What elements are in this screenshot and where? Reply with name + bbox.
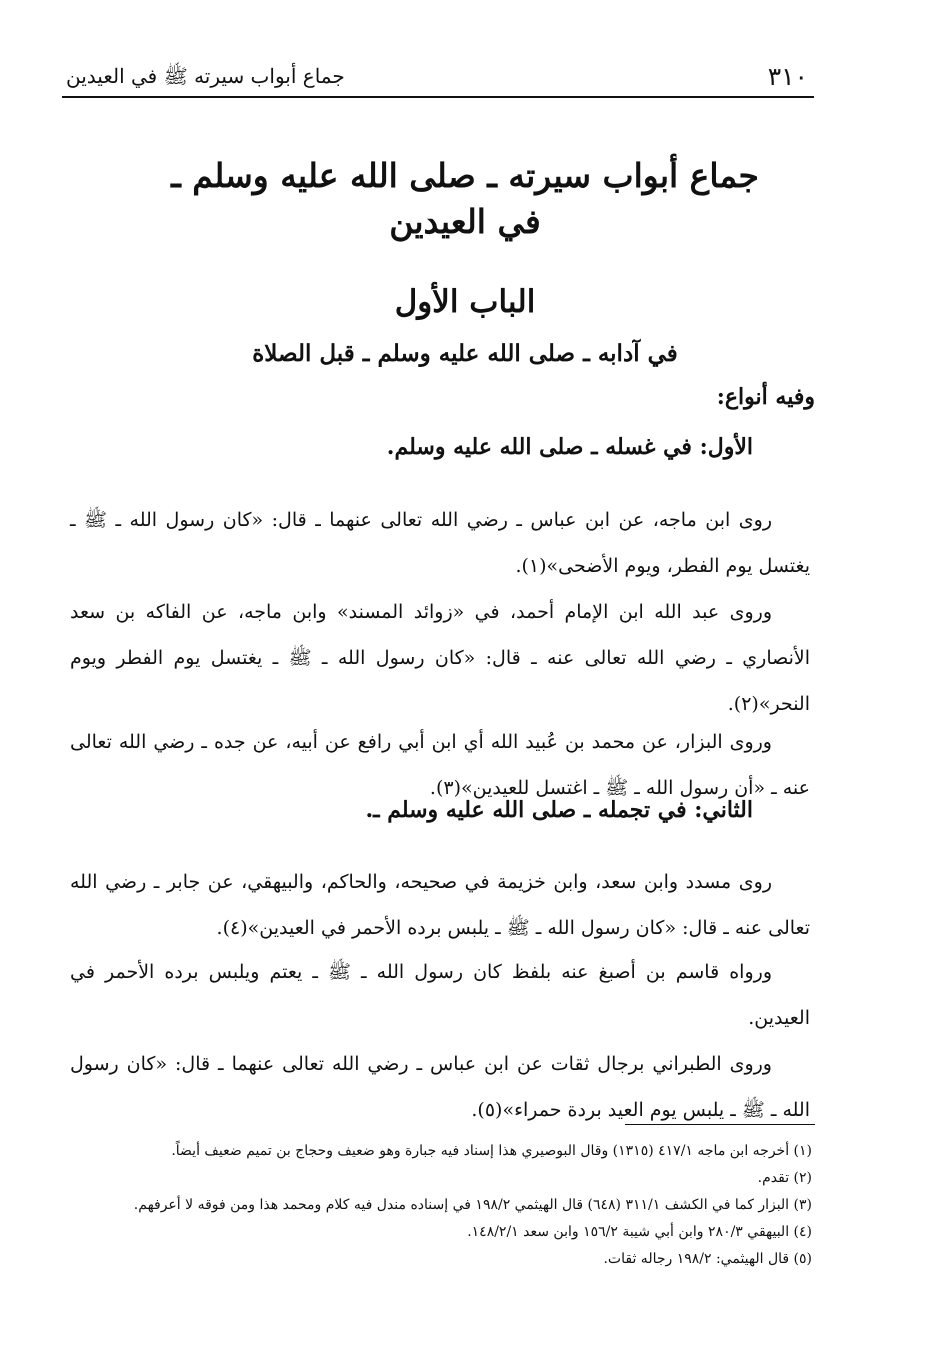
paragraph — [70, 589, 810, 727]
chapter-title: الباب الأول — [394, 284, 536, 320]
paragraph-text: وروى الطبراني برجال ثقات عن ابن عباس ـ رضي الله تعالى عنهما ـ قال: «كان رسول الله ـ ﷺ ـ يلبس يوم العيد بردة حمراء»(٥). — [70, 1053, 810, 1121]
paragraph-text: ورواه قاسم بن أصبغ عنه بلفظ كان رسول الله ـ ﷺ ـ يعتم ويلبس برده الأحمر في العيدين. — [70, 961, 810, 1029]
section-heading-second: الثاني: في تجمله ـ صلى الله عليه وسلم ـ. — [365, 797, 753, 823]
footnote: (٢) تقدم. — [757, 1170, 812, 1186]
paragraph-text: وروى البزار، عن محمد بن عُبيد الله أي ابن أبي رافع عن أبيه، عن جده ـ رضي الله تعالى عنه ـ «أن رسول الله ـ ﷺ ـ اغتسل للعيدين»(٣). — [70, 731, 810, 799]
paragraph — [70, 1041, 810, 1133]
paragraph — [70, 859, 810, 951]
paragraph-text: وروى عبد الله ابن الإمام أحمد، في «زوائد المسند» وابن ماجه، عن الفاكه بن سعد الأنصاري ـ رضي الله تعالى عنه ـ قال: «كان رسول الله ـ ﷺ ـ يغتسل يوم الفطر ويوم النحر»(٢). — [70, 601, 810, 715]
intro-line: وفيه أنواع: — [716, 384, 815, 410]
running-title: جماع أبواب سيرته ﷺ في العيدين — [66, 64, 345, 88]
paragraph-text: روى ابن ماجه، عن ابن عباس ـ رضي الله تعالى عنهما ـ قال: «كان رسول الله ـ ﷺ ـ يغتسل يوم الفطر، ويوم الأضحى»(١). — [70, 509, 810, 577]
footnote: (٤) البيهقي ٢٨٠/٣ وابن أبي شيبة ١٥٦/٢ وابن سعد ١٤٨/٢/١. — [467, 1224, 812, 1240]
paragraph — [70, 949, 810, 1041]
footnote: (٥) قال الهيثمي: ١٩٨/٢ رجاله ثقات. — [603, 1251, 812, 1267]
main-title-line-1: جماع أبواب سيرته ـ صلى الله عليه وسلم ـ — [171, 156, 759, 195]
section-heading-first: الأول: في غسله ـ صلى الله عليه وسلم. — [386, 434, 753, 460]
paragraph-text: روى مسدد وابن سعد، وابن خزيمة في صحيحه، والحاكم، والبيهقي، عن جابر ـ رضي الله تعالى عنه ـ قال: «كان رسول الله ـ ﷺ ـ يلبس برده الأحمر في العيدين»(٤). — [70, 871, 810, 939]
paragraph — [70, 497, 810, 589]
footnotes — [70, 1138, 812, 1273]
page-number: ٣١٠ — [767, 62, 808, 91]
footnote: (١) أخرجه ابن ماجه ٤١٧/١ (١٣١٥) وقال البوصيري هذا إسناد فيه جبارة وهو ضعيف وحجاج بن تميم ضعيف أيضاً. — [171, 1143, 812, 1159]
footnote: (٣) البزار كما في الكشف ٣١١/١ (٦٤٨) قال الهيثمي ١٩٨/٢ في إسناده مندل فيه كلام ومحمد هذا ومن فوقه لا أعرفهم. — [133, 1197, 812, 1213]
running-header — [62, 60, 814, 98]
main-title-line-2: في العيدين — [389, 202, 541, 241]
footnote-separator — [625, 1124, 815, 1125]
chapter-subtitle: في آدابه ـ صلى الله عليه وسلم ـ قبل الصلاة — [252, 340, 678, 367]
